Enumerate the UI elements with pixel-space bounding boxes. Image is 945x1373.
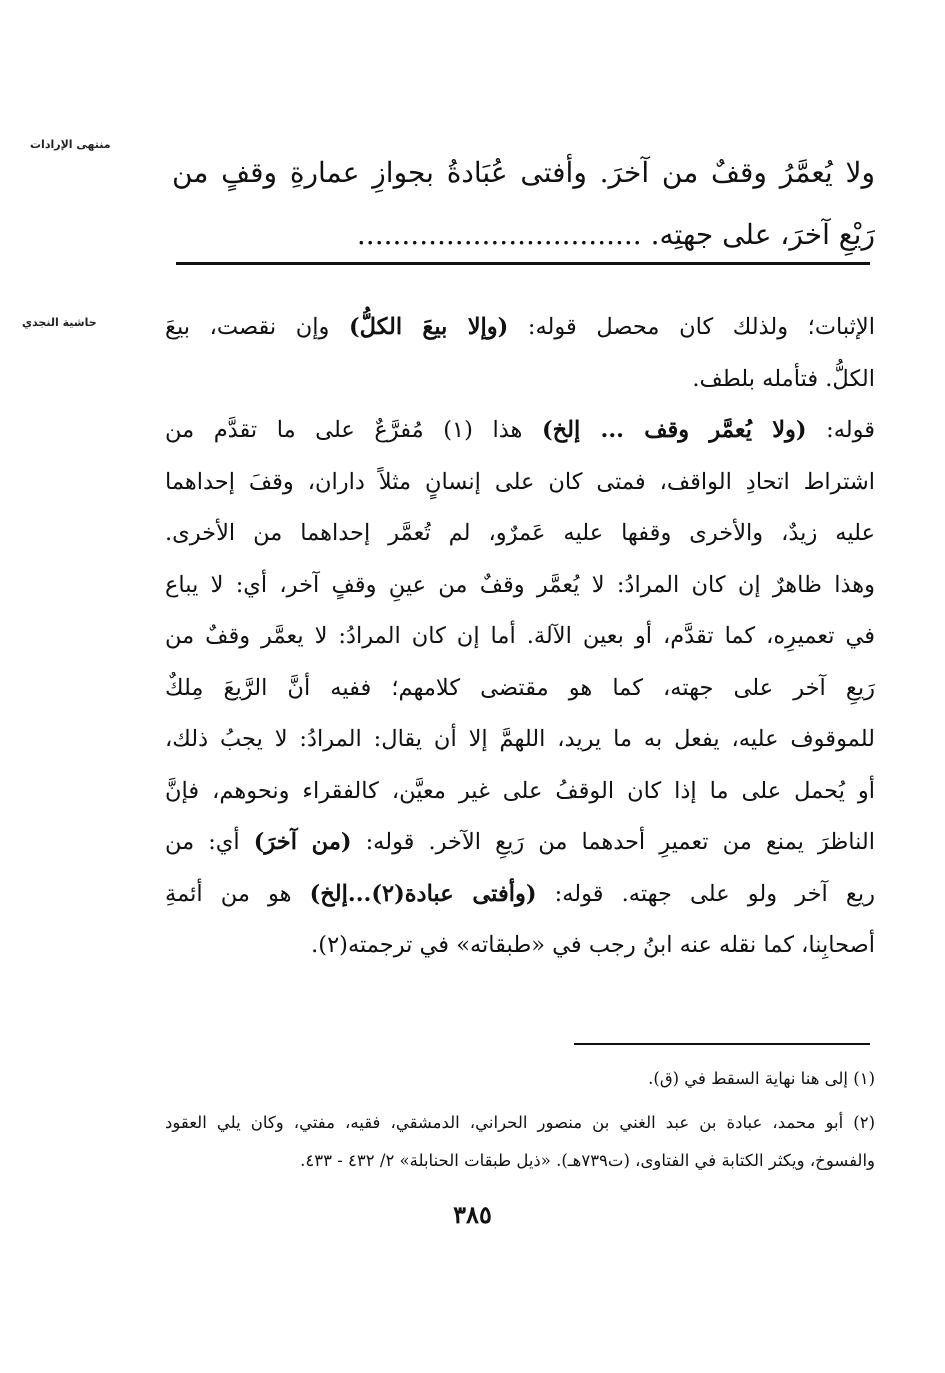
quoted-matn-phrase: (ولا يُعمَّر وقف ... إلخ)	[541, 417, 807, 443]
hashiya-text: وإن نقصت، بيعَ	[165, 314, 349, 340]
hashiya-text: اشتراط اتحادِ الواقف، فمتى كان على إنسانٍ مثلاً داران، وقفَ إحداهما	[165, 468, 875, 495]
footnotes-block	[165, 1060, 875, 1180]
hashiya-text: للموقوف عليه، يفعل به ما يريد، اللهمَّ إلا أن يقال: المرادُ: لا يجبُ ذلك،	[165, 726, 875, 752]
hashiya-line	[165, 869, 875, 921]
hashiya-line	[165, 354, 875, 406]
hashiya-text: وهذا ظاهرٌ إن كان المرادُ: لا يُعمَّر وقفٌ من عينِ وقفٍ آخر، أي: لا يباع	[165, 571, 875, 598]
hashiya-text: هذا (١) مُفرَّعٌ على ما تقدَّم من	[165, 417, 542, 443]
matn-line-1: ولا يُعمَّرُ وقفٌ من آخرَ. وأفتى عُبَادةُ بجوازِ عمارةِ وقفٍ من	[172, 156, 875, 189]
hashiya-text: عليه زيدٌ، والأخرى وقفها عليه عَمرٌو، لم تُعمَّر إحداهما من الأخرى.	[165, 520, 875, 546]
hashiya-text: الناظرَ يمنع من تعميرِ أحدهما من رَيعِ الآخر. قوله:	[351, 829, 875, 855]
hashiya-text: أو يُحمل على ما إذا كان الوقفُ على غير معيَّن، كالفقراء ونحوهم، فإنَّ	[165, 777, 875, 804]
hashiya-line	[165, 766, 875, 818]
hashiya-text: الكلُّ. فتأمله بلطف.	[692, 365, 875, 392]
hashiya-text: هو من أئمةِ	[165, 880, 310, 907]
page-number: ٣٨٥	[453, 1200, 492, 1229]
matn-side-label: منتهى الإرادات	[30, 138, 111, 151]
quoted-matn-phrase: (من آخرَ)	[253, 829, 352, 855]
hashiya-line	[165, 920, 875, 972]
quoted-matn-phrase: (وأفتى عبادة(٢)...إلخ)	[309, 880, 537, 907]
hashiya-text: رَيعِ آخر على جهته، كما هو مقتضى كلامهم؛ ففيه أنَّ الرَّيعَ مِلكٌ	[165, 674, 875, 701]
hashiya-line	[165, 560, 875, 612]
footnote-1: (١) إلى هنا نهاية السقط في (ق).	[648, 1069, 875, 1088]
hashiya-line	[165, 817, 875, 869]
hashiya-line	[165, 611, 875, 663]
hashiya-text-block	[165, 302, 875, 972]
hashiya-text: قوله:	[806, 417, 875, 443]
hashiya-line	[165, 508, 875, 560]
hashiya-side-label: حاشية النجدي	[22, 316, 97, 329]
matn-line-2	[172, 204, 875, 266]
matn-text-block	[172, 142, 875, 266]
hashiya-text: الإثبات؛ ولذلك كان محصل قوله:	[508, 314, 875, 340]
hashiya-line	[165, 714, 875, 766]
footnote-2-line-2: والفسوخ، ويكثر الكتابة في الفتاوى، (ت٧٣٩هـ). «ذيل طبقات الحنابلة» ٢/ ٤٣٢ - ٤٣٣.	[300, 1151, 875, 1170]
hashiya-text: أي: من	[165, 829, 254, 855]
hashiya-line	[165, 663, 875, 715]
matn-dots: ................................	[356, 218, 642, 251]
hashiya-line	[165, 302, 875, 354]
hashiya-text: ريع آخر ولو على جهته. قوله:	[536, 880, 875, 907]
hashiya-line	[165, 405, 875, 457]
footnote-2-line-1: (٢) أبو محمد، عبادة بن عبد الغني بن منصور الحراني، الدمشقي، فقيه، مفتي، وكان يلي العقود	[165, 1113, 875, 1132]
hashiya-text: أصحابِنا، كما نقله عنه ابنُ رجب في «طبقاته» في ترجمته(٢).	[311, 932, 875, 958]
hashiya-text: في تعميرِه، كما تقدَّم، أو بعين الآلة. أما إن كان المرادُ: لا يعمَّر وقفٌ من	[165, 623, 875, 649]
hashiya-line	[165, 457, 875, 509]
footnote-separator-rule	[574, 1043, 870, 1045]
matn-line-2-text: رَيْعِ آخرَ، على جهتِه.	[650, 218, 875, 251]
quoted-matn-phrase: (وإلا بيعَ الكلُّ)	[348, 314, 509, 340]
matn-separator-rule	[176, 262, 870, 265]
